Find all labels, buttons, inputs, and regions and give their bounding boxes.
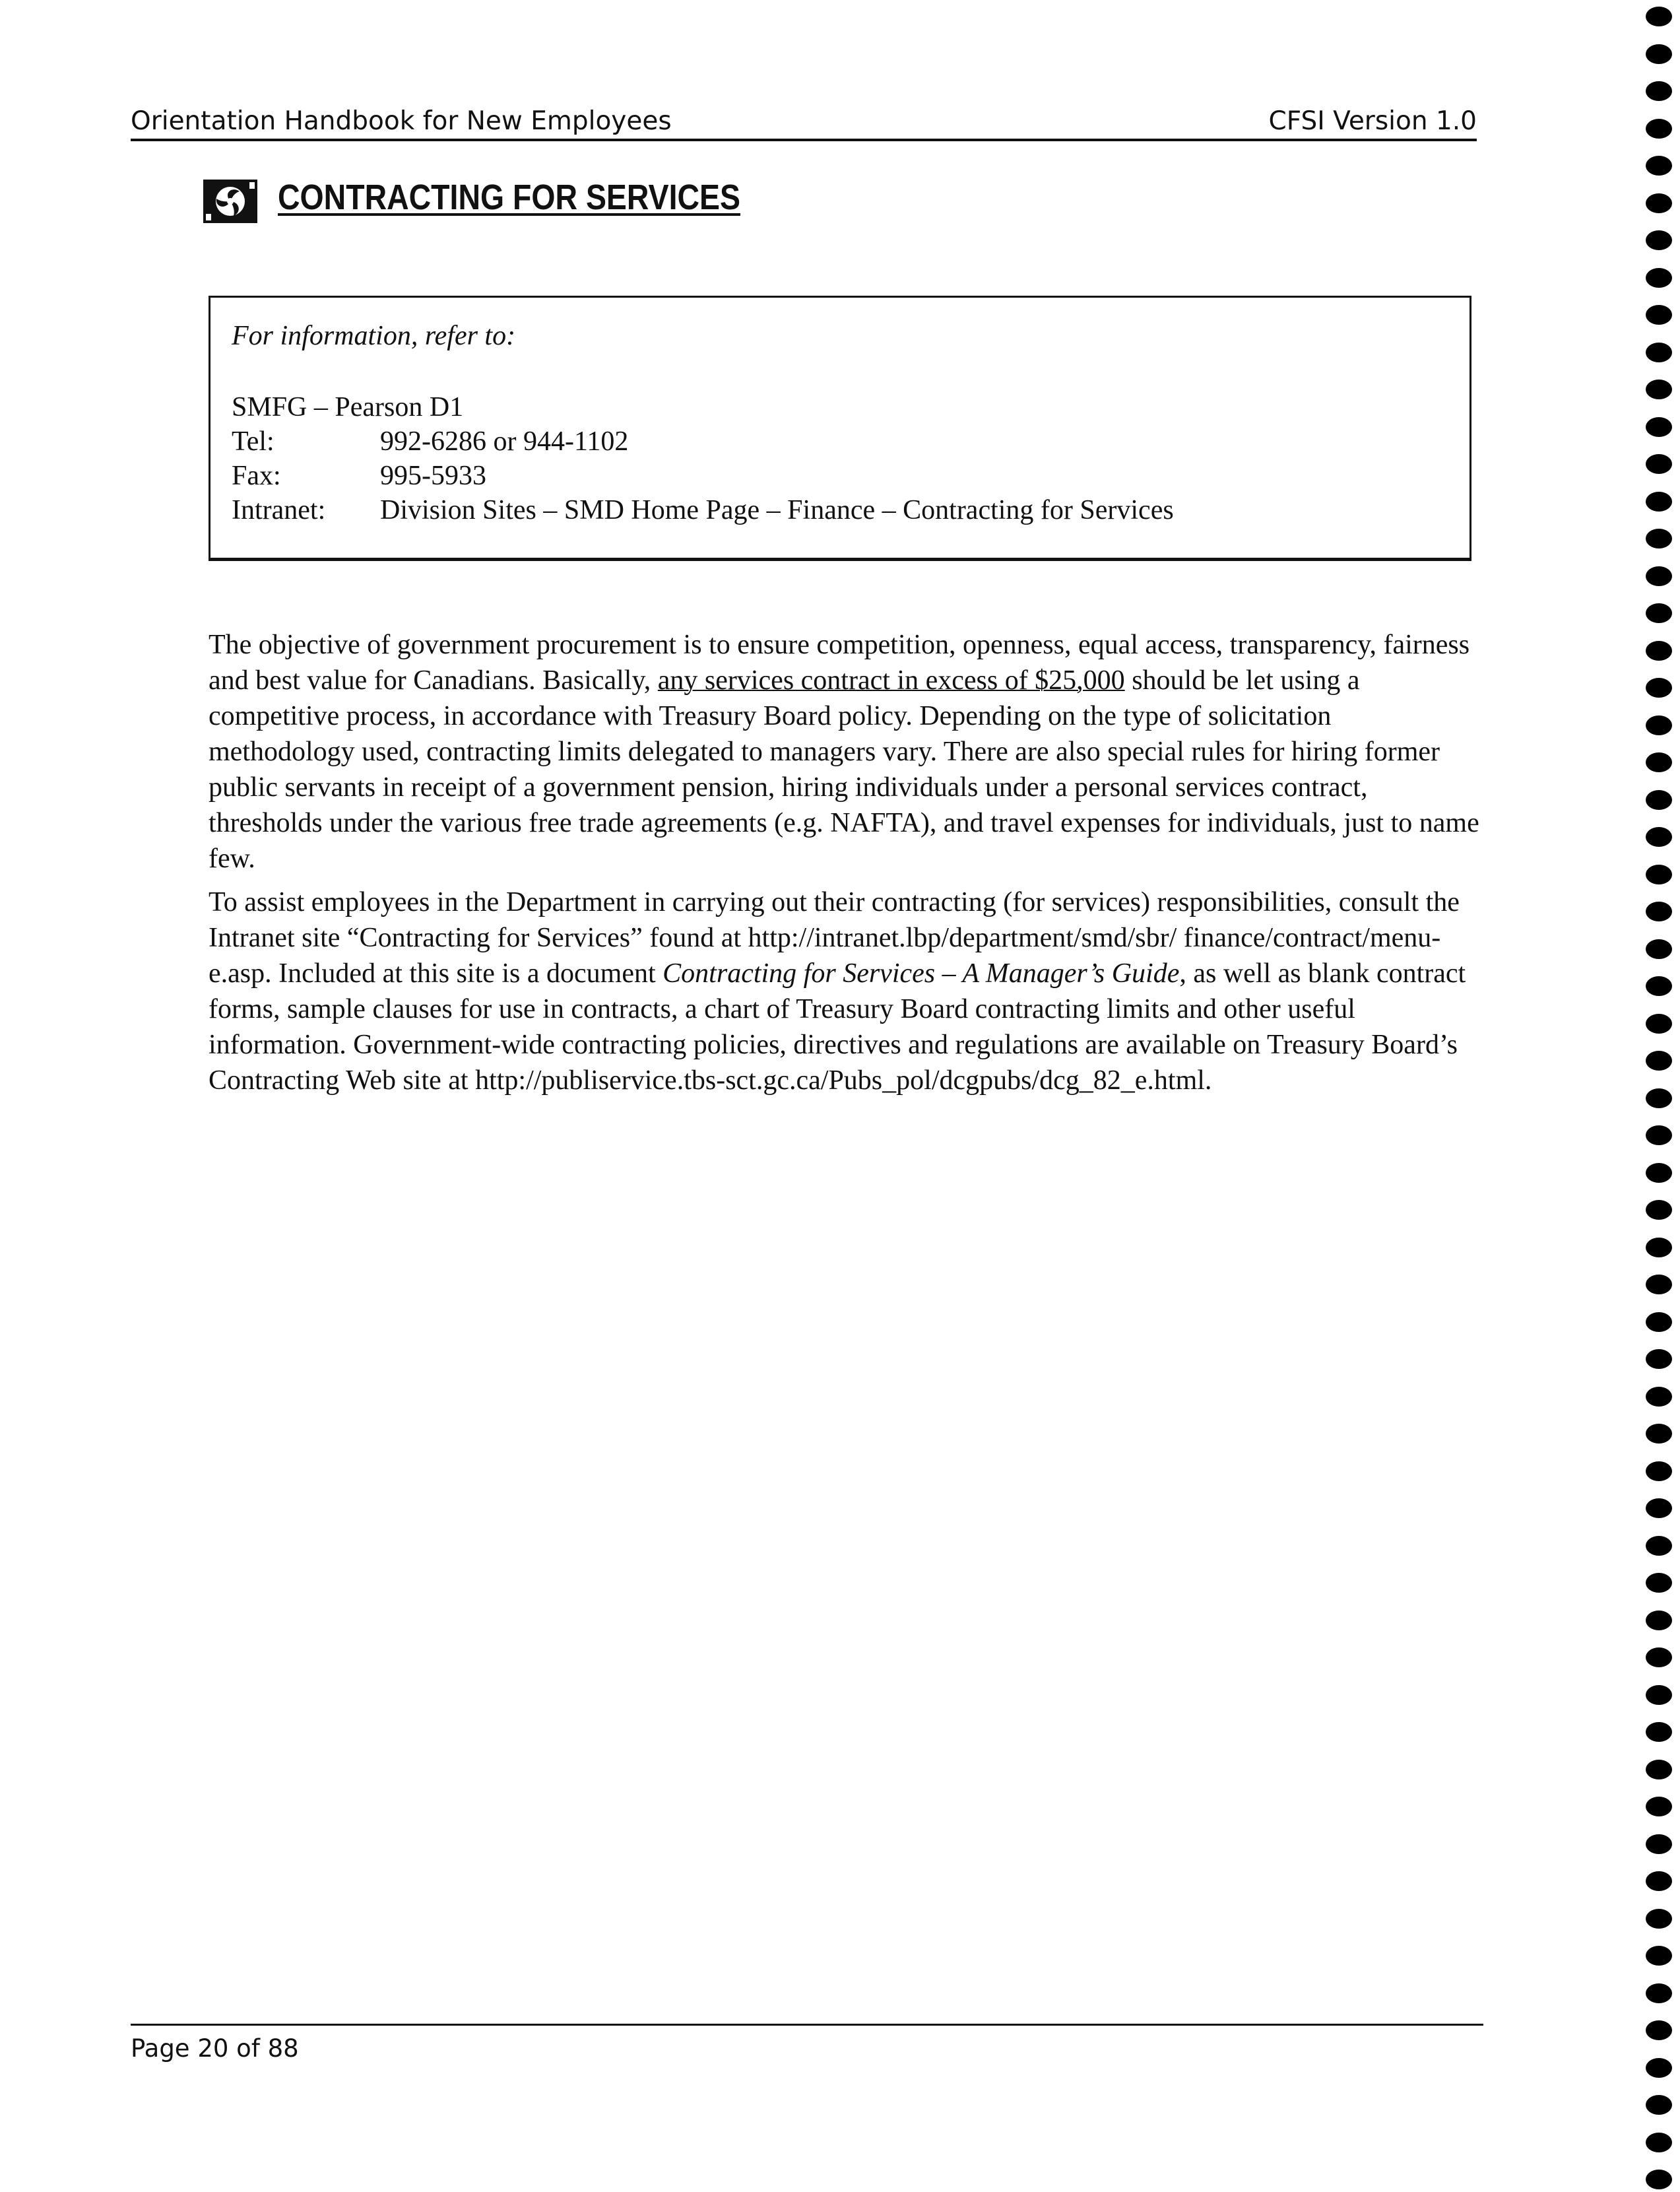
binding-hole xyxy=(1646,790,1672,810)
binding-hole xyxy=(1646,1573,1672,1593)
binding-hole xyxy=(1646,1909,1672,1929)
binding-hole xyxy=(1646,156,1672,176)
binding-hole xyxy=(1646,865,1672,884)
version-label: CFSI Version 1.0 xyxy=(1268,106,1477,136)
binding-hole xyxy=(1646,1834,1672,1854)
binding-hole xyxy=(1646,566,1672,586)
binding-hole xyxy=(1646,417,1672,437)
binding-hole xyxy=(1646,492,1672,512)
binding-hole xyxy=(1646,1200,1672,1220)
binding-hole xyxy=(1646,1611,1672,1630)
binding-hole xyxy=(1646,1536,1672,1556)
contact-value: 992-6286 or 944-1102 xyxy=(380,426,629,457)
paragraph-text: should be let using a competitive process, in accordance with Treasury Board policy. Depending on the type of solicitation methodology used, contracting limits delegated to managers vary. There are also special rules for hiring former public servants in receipt of a government pension, hiring individuals under a personal services contract, thresholds under the various free trade agreements (e.g. NAFTA), and travel expenses for individuals, just to name few. xyxy=(209,665,1479,874)
binding-hole xyxy=(1646,603,1672,623)
binding-hole xyxy=(1646,1797,1672,1816)
binding-hole xyxy=(1646,2133,1672,2152)
binding-hole xyxy=(1646,1312,1672,1332)
binding-hole xyxy=(1646,1946,1672,1966)
paragraph-text: To assist employees in the Department in carrying out their contracting (for services) responsibilities, consult the Intranet site “Contracting for Services” found at http://intranet.lbp/department/smd/sbr/ finance/contract/menu-e.asp. Included at this site is a document xyxy=(209,887,1460,989)
binding-hole xyxy=(1646,1349,1672,1369)
binding-hole xyxy=(1646,1983,1672,2003)
paragraph-text: , as well as blank contract forms, sample clauses for use in contracts, a chart of Treasury Board contracting limits and other useful information. Government-wide contracting policies, directives and regulations are available on Treasury Board’s Contracting Web site at http://publiservice.tbs-sct.gc.ca/Pubs_pol/dcgpubs/dcg_82_e.html. xyxy=(209,958,1466,1096)
spiral-binding xyxy=(1639,0,1680,2192)
binding-hole xyxy=(1646,2058,1672,2078)
binding-hole xyxy=(1646,1014,1672,1034)
binding-hole xyxy=(1646,641,1672,661)
underlined-emphasis: any services contract in excess of $25,000 xyxy=(657,665,1125,696)
binding-hole xyxy=(1646,1722,1672,1742)
binding-hole xyxy=(1646,902,1672,921)
info-box xyxy=(209,296,1471,561)
body-paragraph-objective xyxy=(209,627,1482,877)
binding-hole xyxy=(1646,1275,1672,1294)
binding-hole xyxy=(1646,2020,1672,2040)
contact-key: Intranet: xyxy=(232,495,326,525)
contact-value: 995-5933 xyxy=(380,461,486,491)
binding-hole xyxy=(1646,305,1672,325)
binding-hole xyxy=(1646,1163,1672,1183)
contact-value: Division Sites – SMD Home Page – Finance – Contracting for Services xyxy=(380,495,1174,525)
contact-key: Tel: xyxy=(232,426,275,457)
binding-hole xyxy=(1646,81,1672,101)
binding-hole xyxy=(1646,1871,1672,1891)
footer-rule xyxy=(131,2024,1483,2026)
binding-hole xyxy=(1646,119,1672,139)
section-title: CONTRACTING FOR SERVICES xyxy=(278,178,740,217)
binding-hole xyxy=(1646,1760,1672,1779)
page-number: Page 20 of 88 xyxy=(131,2034,299,2063)
tri-spiral-icon xyxy=(203,180,257,223)
binding-hole xyxy=(1646,1125,1672,1145)
binding-hole xyxy=(1646,939,1672,959)
binding-hole xyxy=(1646,1498,1672,1518)
document-title-italic: Contracting for Services – A Manager’s Guide xyxy=(662,958,1180,989)
binding-hole xyxy=(1646,1685,1672,1705)
binding-hole xyxy=(1646,7,1672,26)
paragraph-text: The objective of government procurement is to ensure competition, openness, equal access, transparency, fairness and best value for Canadians. Basically, xyxy=(209,630,1470,696)
binding-hole xyxy=(1646,827,1672,847)
binding-hole xyxy=(1646,268,1672,288)
binding-hole xyxy=(1646,1647,1672,1667)
binding-hole xyxy=(1646,1051,1672,1071)
body-paragraph-assistance xyxy=(209,884,1482,1098)
binding-hole xyxy=(1646,1238,1672,1257)
binding-hole xyxy=(1646,1387,1672,1407)
binding-hole xyxy=(1646,715,1672,735)
binding-hole xyxy=(1646,976,1672,996)
binding-hole xyxy=(1646,44,1672,64)
binding-hole xyxy=(1646,2095,1672,2115)
info-intro: For information, refer to: xyxy=(232,321,516,351)
binding-hole xyxy=(1646,2170,1672,2189)
binding-hole xyxy=(1646,1461,1672,1481)
binding-hole xyxy=(1646,752,1672,772)
binding-hole xyxy=(1646,380,1672,399)
handbook-title: Orientation Handbook for New Employees xyxy=(131,106,672,136)
binding-hole xyxy=(1646,678,1672,698)
binding-hole xyxy=(1646,343,1672,362)
binding-hole xyxy=(1646,454,1672,474)
contact-key: Fax: xyxy=(232,461,281,491)
binding-hole xyxy=(1646,1424,1672,1444)
running-header xyxy=(131,99,1477,141)
contact-key: SMFG – Pearson D1 xyxy=(232,392,464,422)
binding-hole xyxy=(1646,230,1672,250)
binding-hole xyxy=(1646,529,1672,548)
binding-hole xyxy=(1646,193,1672,213)
binding-hole xyxy=(1646,1088,1672,1108)
